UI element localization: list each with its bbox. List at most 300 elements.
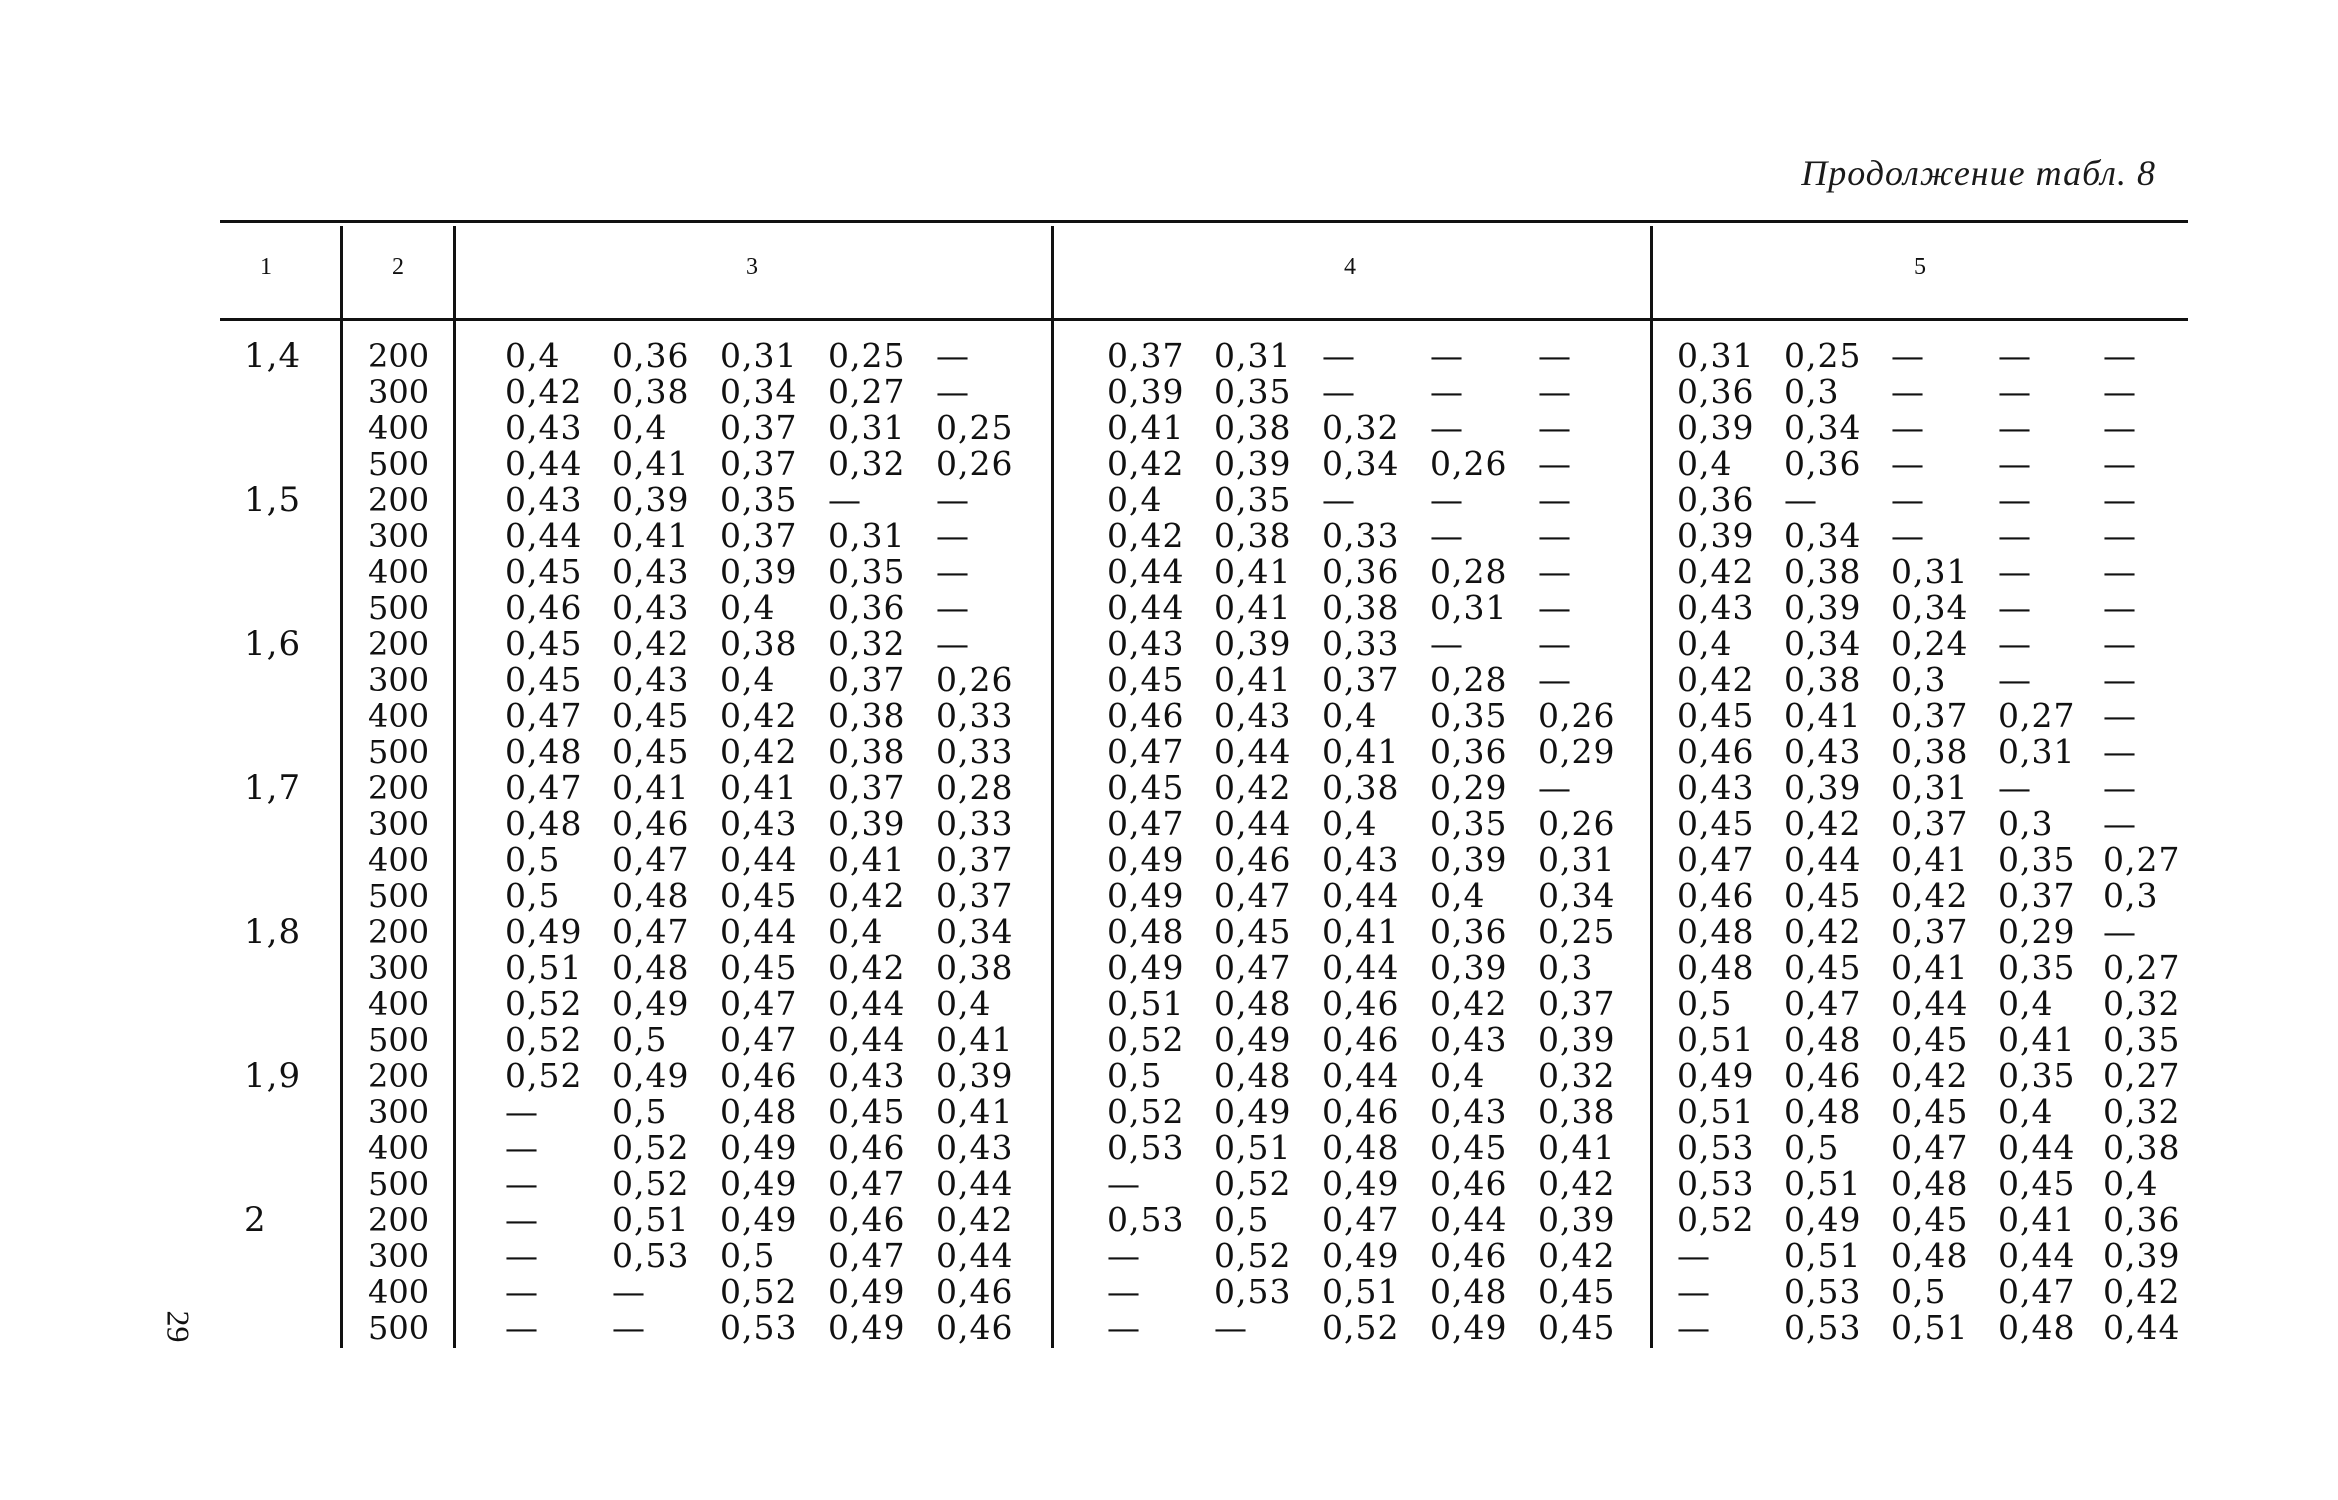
table-cell: 0,32: [828, 624, 906, 663]
table-cell: 0,43: [612, 588, 690, 627]
table-cell: 0,33: [936, 804, 1014, 843]
table-cell: —: [1322, 480, 1356, 519]
table-cell: 0,5: [1107, 1056, 1163, 1095]
table-cell: 0,3: [1891, 660, 1947, 699]
table-cell: 0,39: [1430, 948, 1508, 987]
table-cell: 0,52: [1107, 1092, 1185, 1131]
table-cell: 0,32: [1322, 408, 1400, 447]
table-cell: —: [1430, 480, 1464, 519]
table-cell: —: [1538, 516, 1572, 555]
table-cell: 0,28: [1430, 660, 1508, 699]
table-cell: 0,35: [828, 552, 906, 591]
table-cell: 0,38: [936, 948, 1014, 987]
table-cell: 0,4: [1998, 1092, 2054, 1131]
table-cell: 0,53: [720, 1308, 798, 1347]
table-cell: 0,43: [1107, 624, 1185, 663]
table-cell: 0,35: [1214, 372, 1292, 411]
table-cell: 0,45: [612, 696, 690, 735]
table-cell: 0,27: [1998, 696, 2076, 735]
table-cell: 0,32: [828, 444, 906, 483]
table-cell: 0,41: [612, 768, 690, 807]
table-cell: —: [1998, 624, 2032, 663]
table-cell: 0,36: [1677, 480, 1755, 519]
table-cell: —: [1107, 1272, 1141, 1311]
table-cell: 0,44: [1107, 588, 1185, 627]
table-cell: 0,45: [1107, 768, 1185, 807]
table-cell: —: [2103, 660, 2137, 699]
table-caption: Продолжение табл. 8: [1801, 153, 2156, 193]
table-cell: —: [1677, 1308, 1711, 1347]
table-cell: 0,53: [1214, 1272, 1292, 1311]
table-cell: 0,42: [1538, 1164, 1616, 1203]
table-cell: 0,49: [612, 1056, 690, 1095]
table-cell: 0,49: [720, 1128, 798, 1167]
row-group-label: 1,6: [244, 624, 302, 664]
table-cell: 0,43: [505, 480, 583, 519]
table-cell: —: [1784, 480, 1818, 519]
row-group-label: 1,7: [244, 768, 302, 808]
table-cell: 0,5: [612, 1092, 668, 1131]
table-cell: 0,51: [1322, 1272, 1400, 1311]
table-cell: —: [2103, 696, 2137, 735]
table-cell: 0,39: [1784, 588, 1862, 627]
table-cell: —: [2103, 912, 2137, 951]
table-cell: —: [1891, 408, 1925, 447]
table-cell: 0,28: [936, 768, 1014, 807]
table-cell: 0,35: [1430, 804, 1508, 843]
table-cell: 0,4: [505, 336, 561, 375]
table-cell: 0,42: [720, 732, 798, 771]
table-cell: 0,49: [1107, 948, 1185, 987]
table-cell: 0,36: [1677, 372, 1755, 411]
table-cell: 0,46: [505, 588, 583, 627]
table-cell: 0,42: [1107, 444, 1185, 483]
table-cell: 0,44: [2103, 1308, 2181, 1347]
table-cell: —: [936, 624, 970, 663]
table-cell: 0,4: [1322, 696, 1378, 735]
table-cell: 0,41: [1538, 1128, 1616, 1167]
table-cell: 0,45: [1107, 660, 1185, 699]
table-cell: 0,43: [1430, 1020, 1508, 1059]
table-cell: —: [1998, 480, 2032, 519]
table-cell: 0,44: [828, 1020, 906, 1059]
table-cell: 0,53: [1677, 1128, 1755, 1167]
table-cell: 0,38: [828, 696, 906, 735]
table-cell: 0,45: [1538, 1308, 1616, 1347]
table-cell: 0,45: [612, 732, 690, 771]
table-cell: 0,42: [505, 372, 583, 411]
table-cell: 0,39: [612, 480, 690, 519]
table-cell: —: [1538, 552, 1572, 591]
table-cell: 0,38: [1784, 660, 1862, 699]
header-col-4: 4: [1344, 254, 1356, 280]
table-cell: 0,46: [1322, 984, 1400, 1023]
table-cell: 0,46: [1322, 1020, 1400, 1059]
table-cell: 0,46: [828, 1128, 906, 1167]
table-cell: 0,31: [1214, 336, 1292, 375]
table-cell: 0,49: [720, 1164, 798, 1203]
table-cell: —: [1107, 1236, 1141, 1275]
table-cell: 0,45: [828, 1092, 906, 1131]
table-cell: 0,41: [1107, 408, 1185, 447]
table-cell: —: [1891, 516, 1925, 555]
table-cell: —: [1430, 408, 1464, 447]
table-cell: 0,47: [1107, 732, 1185, 771]
row-param-value: 400: [368, 409, 430, 447]
row-param-value: 400: [368, 985, 430, 1023]
table-cell: 0,26: [1430, 444, 1508, 483]
table-cell: 0,32: [2103, 1092, 2181, 1131]
table-cell: 0,33: [936, 696, 1014, 735]
row-param-value: 200: [368, 1057, 430, 1095]
table-cell: 0,45: [1891, 1092, 1969, 1131]
table-cell: 0,27: [828, 372, 906, 411]
row-group-label: 1,9: [244, 1056, 302, 1096]
table-cell: 0,49: [1107, 840, 1185, 879]
table-cell: 0,48: [505, 732, 583, 771]
header-col-5: 5: [1914, 254, 1926, 280]
row-param-value: 300: [368, 949, 430, 987]
table-cell: —: [2103, 624, 2137, 663]
table-cell: 0,46: [720, 1056, 798, 1095]
table-cell: 0,51: [1784, 1164, 1862, 1203]
table-cell: 0,24: [1891, 624, 1969, 663]
table-cell: 0,37: [720, 444, 798, 483]
table-cell: —: [1538, 588, 1572, 627]
table-cell: 0,41: [1891, 948, 1969, 987]
table-cell: 0,35: [720, 480, 798, 519]
table-cell: 0,48: [1784, 1092, 1862, 1131]
table-cell: —: [1677, 1236, 1711, 1275]
table-cell: 0,41: [1214, 552, 1292, 591]
table-cell: —: [1538, 660, 1572, 699]
table-cell: 0,41: [1214, 588, 1292, 627]
table-cell: —: [1998, 516, 2032, 555]
table-cell: 0,43: [1677, 768, 1755, 807]
table-cell: 0,35: [2103, 1020, 2181, 1059]
table-cell: 0,35: [1430, 696, 1508, 735]
table-cell: 0,5: [1891, 1272, 1947, 1311]
table-cell: 0,42: [1784, 804, 1862, 843]
table-cell: —: [1891, 372, 1925, 411]
row-param-value: 200: [368, 337, 430, 375]
table-cell: —: [1998, 408, 2032, 447]
table-cell: 0,25: [1538, 912, 1616, 951]
table-cell: 0,45: [720, 876, 798, 915]
table-cell: 0,49: [1214, 1020, 1292, 1059]
row-param-value: 300: [368, 805, 430, 843]
table-cell: —: [1891, 444, 1925, 483]
table-cell: 0,44: [1784, 840, 1862, 879]
table-cell: 0,53: [1784, 1308, 1862, 1347]
row-param-value: 500: [368, 733, 430, 771]
table-cell: —: [936, 372, 970, 411]
table-cell: 0,43: [1430, 1092, 1508, 1131]
table-cell: 0,48: [1677, 912, 1755, 951]
table-cell: 0,45: [720, 948, 798, 987]
table-cell: 0,31: [720, 336, 798, 375]
table-cell: 0,35: [1998, 1056, 2076, 1095]
table-cell: 0,48: [1107, 912, 1185, 951]
table-cell: 0,39: [1538, 1020, 1616, 1059]
table-cell: 0,49: [1784, 1200, 1862, 1239]
table-cell: 0,52: [612, 1128, 690, 1167]
table-cell: 0,42: [828, 876, 906, 915]
table-cell: 0,49: [1677, 1056, 1755, 1095]
table-cell: —: [1322, 372, 1356, 411]
table-cell: —: [1998, 588, 2032, 627]
row-param-value: 400: [368, 841, 430, 879]
table-cell: —: [1891, 336, 1925, 375]
table-cell: 0,47: [828, 1164, 906, 1203]
table-cell: —: [2103, 336, 2137, 375]
table-cell: 0,31: [1538, 840, 1616, 879]
table-cell: 0,25: [1784, 336, 1862, 375]
table-cell: 0,45: [1891, 1020, 1969, 1059]
table-cell: 0,48: [720, 1092, 798, 1131]
row-param-value: 300: [368, 1237, 430, 1275]
table-cell: 0,33: [1322, 516, 1400, 555]
table-cell: 0,37: [1891, 912, 1969, 951]
table-cell: 0,52: [1322, 1308, 1400, 1347]
table-cell: 0,42: [1891, 876, 1969, 915]
table-cell: 0,52: [720, 1272, 798, 1311]
table-cell: 0,36: [612, 336, 690, 375]
table-cell: 0,44: [505, 516, 583, 555]
table-cell: —: [1538, 480, 1572, 519]
table-cell: —: [2103, 408, 2137, 447]
row-param-value: 400: [368, 1129, 430, 1167]
table-cell: 0,33: [1322, 624, 1400, 663]
table-cell: 0,31: [1677, 336, 1755, 375]
table-cell: 0,41: [1784, 696, 1862, 735]
table-cell: —: [505, 1236, 539, 1275]
table-cell: 0,3: [1538, 948, 1594, 987]
table-cell: 0,43: [936, 1128, 1014, 1167]
table-cell: —: [2103, 480, 2137, 519]
table-cell: —: [2103, 516, 2137, 555]
table-cell: 0,46: [1677, 732, 1755, 771]
table-cell: 0,44: [720, 840, 798, 879]
table-cell: 0,37: [720, 516, 798, 555]
table-cell: —: [1998, 552, 2032, 591]
table-cell: 0,39: [1677, 516, 1755, 555]
table-cell: 0,4: [1998, 984, 2054, 1023]
table-cell: 0,45: [1784, 876, 1862, 915]
table-cell: 0,47: [720, 984, 798, 1023]
table-cell: 0,49: [1322, 1164, 1400, 1203]
table-cell: 0,41: [936, 1020, 1014, 1059]
table-cell: —: [1430, 624, 1464, 663]
table-cell: 0,47: [1677, 840, 1755, 879]
table-cell: —: [1998, 372, 2032, 411]
table-cell: 0,26: [936, 444, 1014, 483]
table-cell: 0,53: [1107, 1200, 1185, 1239]
table-cell: —: [936, 588, 970, 627]
table-cell: 0,44: [1214, 804, 1292, 843]
table-cell: 0,38: [1891, 732, 1969, 771]
row-param-value: 500: [368, 1309, 430, 1347]
table-cell: 0,52: [612, 1164, 690, 1203]
table-cell: —: [2103, 372, 2137, 411]
table-cell: 0,51: [1677, 1020, 1755, 1059]
table-cell: 0,44: [936, 1236, 1014, 1275]
table-cell: 0,41: [1322, 912, 1400, 951]
table-cell: —: [1998, 768, 2032, 807]
table-cell: 0,51: [1784, 1236, 1862, 1275]
table-cell: 0,34: [720, 372, 798, 411]
table-cell: 0,43: [1214, 696, 1292, 735]
table-cell: 0,28: [1430, 552, 1508, 591]
table-top-rule: [220, 220, 2188, 223]
table-cell: 0,31: [1998, 732, 2076, 771]
table-cell: 0,46: [1322, 1092, 1400, 1131]
table-cell: 0,31: [828, 408, 906, 447]
table-cell: 0,43: [612, 660, 690, 699]
table-cell: 0,48: [1998, 1308, 2076, 1347]
table-cell: 0,41: [1214, 660, 1292, 699]
table-cell: 0,53: [1677, 1164, 1755, 1203]
table-cell: 0,39: [1430, 840, 1508, 879]
table-cell: 0,41: [828, 840, 906, 879]
table-cell: 0,46: [828, 1200, 906, 1239]
row-group-label: 1,5: [244, 480, 302, 520]
table-cell: 0,47: [505, 768, 583, 807]
table-cell: 0,37: [1891, 804, 1969, 843]
row-param-value: 300: [368, 1093, 430, 1131]
table-cell: —: [2103, 588, 2137, 627]
table-cell: 0,4: [720, 660, 776, 699]
table-cell: 0,4: [720, 588, 776, 627]
table-cell: 0,38: [720, 624, 798, 663]
table-cell: 0,44: [1430, 1200, 1508, 1239]
table-cell: —: [505, 1308, 539, 1347]
row-group-label: 1,4: [244, 336, 302, 376]
table-cell: 0,36: [828, 588, 906, 627]
table-cell: —: [2103, 552, 2137, 591]
table-cell: —: [505, 1164, 539, 1203]
table-cell: 0,49: [505, 912, 583, 951]
table-cell: 0,47: [1998, 1272, 2076, 1311]
row-group-label: 2: [244, 1200, 267, 1240]
table-cell: 0,42: [828, 948, 906, 987]
table-cell: 0,52: [505, 1020, 583, 1059]
table-cell: 0,5: [720, 1236, 776, 1275]
table-cell: 0,38: [1538, 1092, 1616, 1131]
table-cell: 0,35: [1998, 948, 2076, 987]
table-cell: 0,32: [2103, 984, 2181, 1023]
table-cell: 0,45: [1538, 1272, 1616, 1311]
table-cell: 0,51: [1677, 1092, 1755, 1131]
header-col-1: 1: [260, 254, 272, 280]
table-cell: 0,4: [936, 984, 992, 1023]
table-cell: 0,5: [505, 840, 561, 879]
table-cell: 0,41: [1998, 1020, 2076, 1059]
table-cell: —: [1430, 372, 1464, 411]
table-cell: 0,48: [1214, 1056, 1292, 1095]
table-cell: 0,31: [1891, 552, 1969, 591]
table-cell: —: [936, 552, 970, 591]
table-cell: —: [505, 1128, 539, 1167]
table-cell: 0,4: [2103, 1164, 2159, 1203]
table-cell: 0,48: [1891, 1164, 1969, 1203]
table-cell: 0,44: [505, 444, 583, 483]
table-cell: 0,42: [2103, 1272, 2181, 1311]
table-cell: 0,49: [1322, 1236, 1400, 1275]
table-cell: 0,5: [1214, 1200, 1270, 1239]
table-cell: 0,48: [1891, 1236, 1969, 1275]
row-param-value: 400: [368, 553, 430, 591]
table-cell: 0,43: [1784, 732, 1862, 771]
table-cell: 0,44: [1322, 948, 1400, 987]
table-cell: 0,39: [720, 552, 798, 591]
table-cell: —: [936, 516, 970, 555]
table-cell: 0,41: [1322, 732, 1400, 771]
table-cell: —: [2103, 732, 2137, 771]
table-cell: 0,36: [2103, 1200, 2181, 1239]
table-cell: 0,43: [720, 804, 798, 843]
table-cell: 0,42: [1891, 1056, 1969, 1095]
table-cell: 0,46: [936, 1308, 1014, 1347]
table-cell: 0,47: [1784, 984, 1862, 1023]
table-cell: 0,47: [612, 840, 690, 879]
table-cell: 0,4: [1677, 624, 1733, 663]
row-param-value: 500: [368, 445, 430, 483]
table-cell: —: [1538, 372, 1572, 411]
table-cell: 0,52: [1214, 1164, 1292, 1203]
table-cell: 0,45: [1677, 696, 1755, 735]
table-cell: 0,33: [936, 732, 1014, 771]
table-cell: 0,4: [1677, 444, 1733, 483]
table-cell: 0,44: [1322, 876, 1400, 915]
table-cell: 0,44: [1322, 1056, 1400, 1095]
table-cell: 0,27: [2103, 840, 2181, 879]
table-cell: 0,44: [828, 984, 906, 1023]
table-cell: 0,52: [505, 984, 583, 1023]
table-cell: 0,37: [828, 660, 906, 699]
table-cell: 0,37: [1891, 696, 1969, 735]
table-cell: —: [2103, 444, 2137, 483]
table-cell: —: [1891, 480, 1925, 519]
row-param-value: 500: [368, 1021, 430, 1059]
table-cell: 0,3: [1998, 804, 2054, 843]
table-cell: 0,42: [1107, 516, 1185, 555]
table-cell: 0,36: [1430, 912, 1508, 951]
row-group-label: 1,8: [244, 912, 302, 952]
table-cell: 0,38: [1214, 408, 1292, 447]
table-cell: 0,49: [1214, 1092, 1292, 1131]
column-divider-2: [453, 226, 456, 1348]
table-cell: 0,45: [505, 552, 583, 591]
table-cell: 0,37: [936, 876, 1014, 915]
table-cell: 0,34: [1891, 588, 1969, 627]
table-cell: 0,27: [2103, 1056, 2181, 1095]
table-cell: 0,5: [1677, 984, 1733, 1023]
row-param-value: 300: [368, 373, 430, 411]
table-cell: 0,42: [1214, 768, 1292, 807]
table-cell: 0,34: [936, 912, 1014, 951]
table-cell: 0,47: [505, 696, 583, 735]
table-cell: 0,52: [1677, 1200, 1755, 1239]
table-cell: 0,29: [1998, 912, 2076, 951]
table-cell: 0,39: [1214, 624, 1292, 663]
table-cell: 0,39: [1214, 444, 1292, 483]
table-cell: 0,47: [720, 1020, 798, 1059]
table-cell: 0,26: [936, 660, 1014, 699]
table-cell: 0,47: [1107, 804, 1185, 843]
table-cell: 0,35: [1998, 840, 2076, 879]
table-cell: 0,53: [612, 1236, 690, 1275]
